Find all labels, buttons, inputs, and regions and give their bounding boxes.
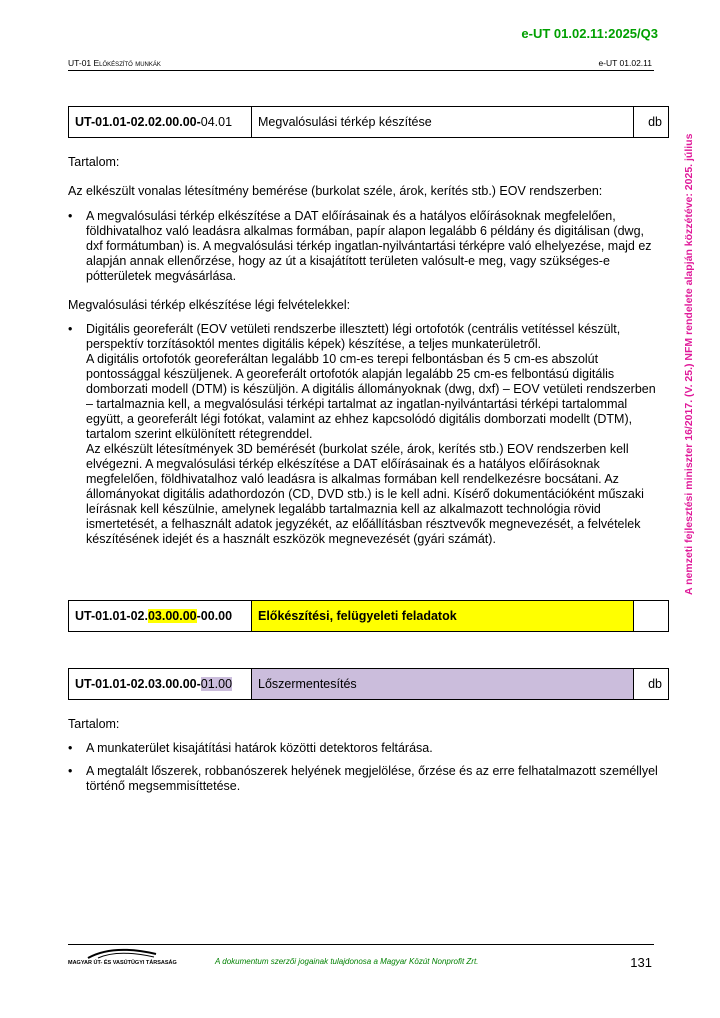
bullet-list-1	[68, 209, 658, 292]
list-item: • A megvalósulási térkép elkészítése a DAT előírásainak és a hatályos előírásoknak megfelelően, földhivatalhoz való leadásra alkalmas formában, papír alapon legalább 6 példány és digitálisan (dwg, dxf formátumban) is. A megvalósulási térkép ingatlan-nyilvántartási térképre való elhelyezése, majd ez alapján annak ellenőrzése, hogy az út a kisajátított területen valósult-e meg, vagy szükséges-e pótterületek megvásárlása.	[68, 209, 658, 284]
item-title: Megvalósulási térkép készítése	[252, 107, 634, 138]
society-logo-text: MAGYAR ÚT- ÉS VASÚTÜGYI TÁRSASÁG	[68, 960, 177, 966]
document-code: e-UT 01.02.11:2025/Q3	[521, 26, 658, 41]
header-divider	[68, 70, 654, 71]
item-table-megvalosulasi	[68, 106, 669, 138]
header-doc-id: e-UT 01.02.11	[598, 58, 652, 68]
header-section-title: UT-01 Előkészítő munkák	[68, 58, 161, 68]
item-unit: db	[634, 107, 669, 138]
item-table-loszermentesites	[68, 668, 669, 700]
aerial-p3: Az elkészült létesítmények 3D bemérését (burkolat széle, árok, kerítés stb.) EOV rendszerben kell elvégezni. A megvalósulási térkép elkészítése a DAT előírásainak és a hatályos előírásoknak megfelelően, földhivatalhoz való leadásra is alkalmas formában kell rendelkezésre bocsátani. Az állományokat digitális adathordozón (CD, DVD stb.) is le kell adni. Kísérő dokumentációként műszaki leírásnak kell készülnie, amelynek legalább tartalmaznia kell az alkalmazott technológia rövid ismertetését, a felhasznált adatok jegyzékét, az előállításban résztvevők megnevezését, a felvételek készítésének idejét és a használt eszközök megnevezését (gyári számát).	[86, 442, 644, 546]
aerial-p2: A digitális ortofotók georeferáltan legalább 10 cm-es terepi felbontásban és 5 cm-es abszolút pontossággal készüljenek. A georeferált ortofotók alapján legalább 25 cm-es felbontású digitális domborzati modell (DTM) is készüljön. A digitális állományoknak (dwg, dxf) – EOV vetületi rendszerben – tartalmaznia kell, a megvalósulási térképi tartalmat az ingatlan-nyilvántartási térképi tartalommal együtt, a georeferált légi fotókat, valamint az ehhez kapcsolódó digitális domborzati modellt (DTM), tartalom szerint elkülönített rétegrenddel.	[86, 352, 656, 441]
content-label: Tartalom:	[68, 717, 120, 731]
list-item: • A megtalált lőszerek, robbanószerek helyének megjelölése, őrzése és az erre felhatalmazott személlyel történő megsemmisíttetése.	[68, 764, 658, 794]
page-number: 131	[630, 955, 652, 970]
item-title: Előkészítési, felügyeleti feladatok	[252, 601, 634, 632]
item-code: UT-01.01-02.02.00.00-04.01	[69, 107, 252, 138]
side-publication-note: A nemzeti fejlesztési miniszter 16/2017. (V. 25.) NFM rendelete alapján közzétéve: 2025. július	[683, 133, 695, 596]
item-code: UT-01.01-02.03.00.00-00.00	[69, 601, 252, 632]
item-table-elokeszitesi	[68, 600, 669, 632]
society-logo	[68, 946, 160, 970]
content-label: Tartalom:	[68, 155, 120, 169]
list-item: • A munkaterület kisajátítási határok közötti detektoros feltárása.	[68, 741, 658, 756]
list-item	[68, 322, 658, 547]
footer-divider	[68, 944, 654, 945]
item-unit	[634, 601, 669, 632]
bullet-list-2	[68, 322, 658, 555]
aerial-heading: Megvalósulási térkép elkészítése légi felvételekkel:	[68, 298, 351, 312]
intro-paragraph: Az elkészült vonalas létesítmény bemérése (burkolat széle, árok, kerítés stb.) EOV rendszerben:	[68, 184, 603, 198]
bullet-list-3	[68, 741, 658, 802]
copyright-notice: A dokumentum szerzői jogainak tulajdonosa a Magyar Közút Nonprofit Zrt.	[215, 957, 479, 966]
item-unit: db	[634, 669, 669, 700]
item-code: UT-01.01-02.03.00.00-01.00	[69, 669, 252, 700]
item-title: Lőszermentesítés	[252, 669, 634, 700]
aerial-p1: • Digitális georeferált (EOV vetületi rendszerbe illesztett) légi ortofotók (centrális vetítéssel készült, perspektív torzításoktól mentes digitális képek) készítése, a teljes munkaterületről.	[86, 322, 621, 351]
